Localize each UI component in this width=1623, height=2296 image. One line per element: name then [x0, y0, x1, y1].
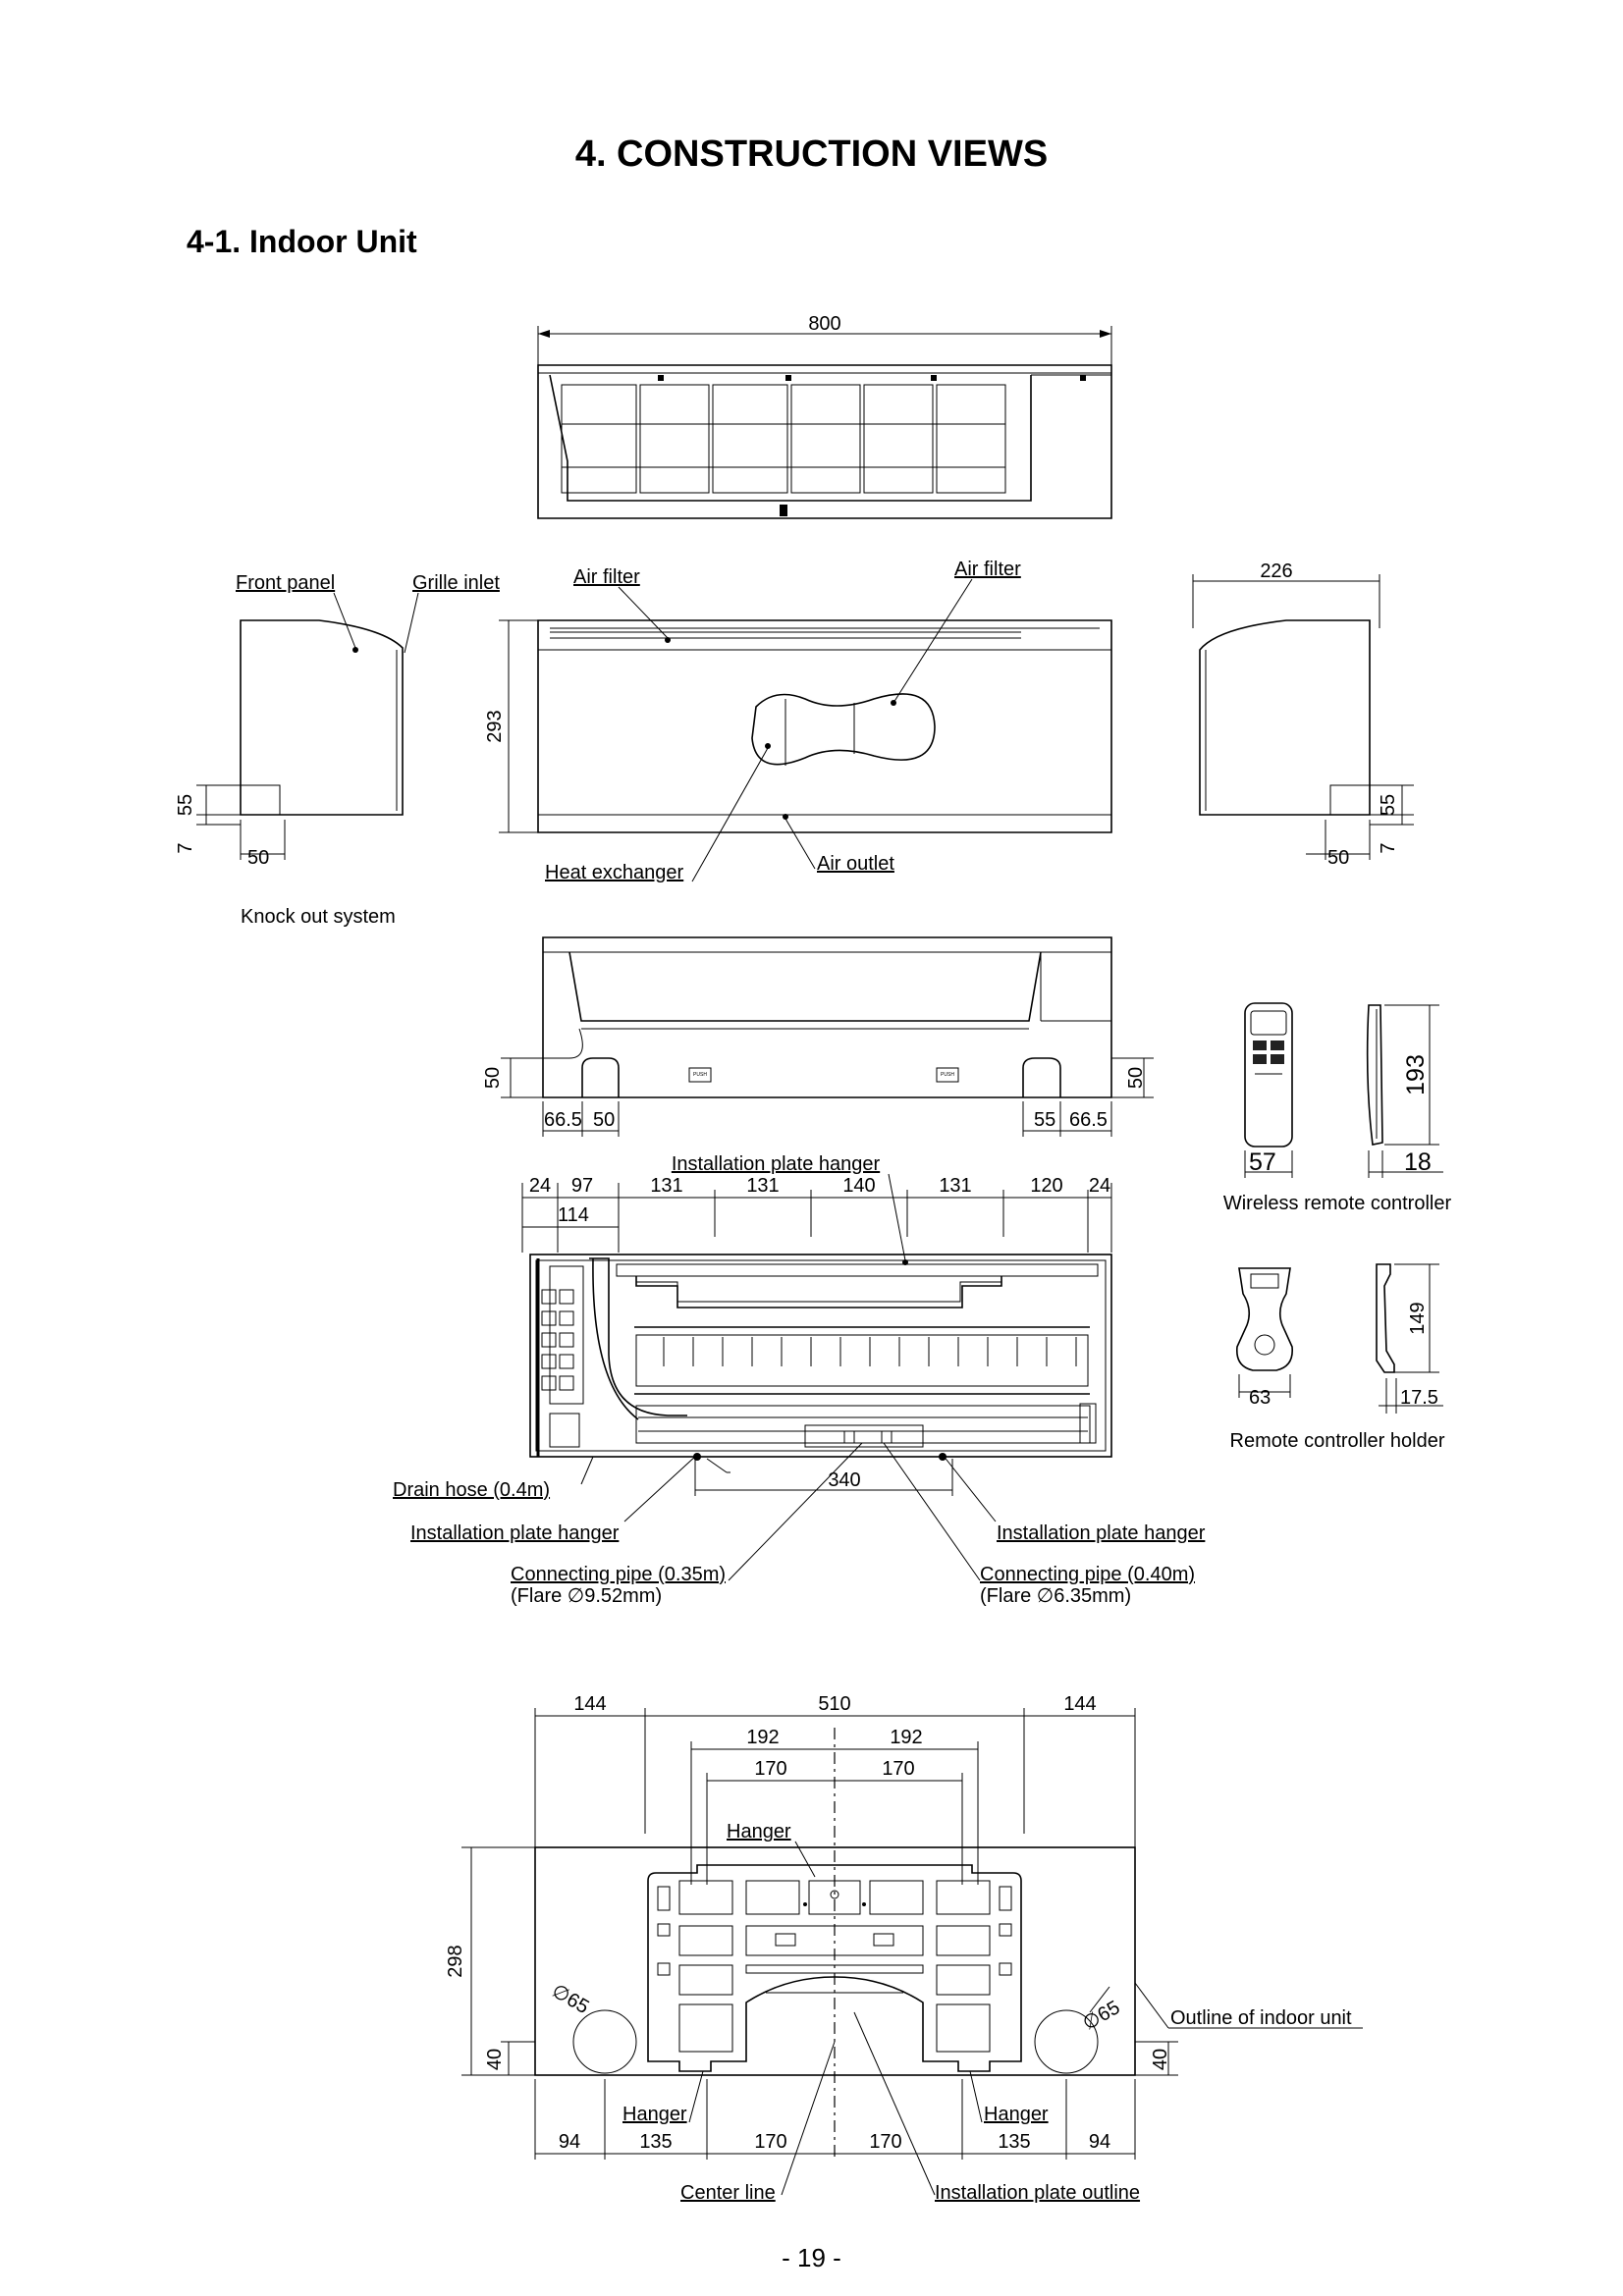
bottom-dim-55: 55	[1034, 1109, 1056, 1131]
back-dim-0: 24	[528, 1175, 552, 1197]
pipe-right-flare: (Flare ∅6.35mm)	[980, 1585, 1132, 1607]
remote-controller	[1223, 1003, 1452, 1214]
back-dim-1: 97	[570, 1175, 594, 1197]
front-height-dim: 293	[484, 710, 506, 743]
back-dim-4: 140	[842, 1175, 876, 1197]
bottom-dim-66-5-left: 66.5	[544, 1109, 582, 1131]
bottom-dim-66-5-right: 66.5	[1069, 1109, 1108, 1131]
push-label-right: PUSH	[941, 1072, 954, 1078]
holder-dim-17-5: 17.5	[1400, 1387, 1438, 1409]
remote-controller-label: Wireless remote controller	[1222, 1193, 1452, 1214]
remote-holder	[1230, 1264, 1445, 1452]
grille-inlet-label: Grille inlet	[412, 572, 500, 594]
bottom-dim-50-right: 50	[1125, 1066, 1147, 1090]
section-title: 4-1. Indoor Unit	[187, 224, 417, 259]
plate-bottom-dim-5: 94	[1088, 2131, 1111, 2153]
remote-dim-18: 18	[1404, 1148, 1432, 1176]
bottom-dim-50-inner: 50	[593, 1109, 616, 1131]
hanger-bl-label: Hanger	[622, 2104, 687, 2125]
plate-dim-298: 298	[445, 1945, 466, 1978]
hanger-top-label: Hanger	[727, 1821, 791, 1842]
plate-dim-144-right: 144	[1063, 1693, 1097, 1715]
right-dim-7: 7	[1378, 842, 1399, 854]
plate-dim-170-c: 170	[754, 1758, 787, 1780]
page-title: 4. CONSTRUCTION VIEWS	[574, 133, 1049, 175]
push-label-left: PUSH	[693, 1072, 707, 1078]
plate-bottom-dim-3: 170	[869, 2131, 902, 2153]
left-dim-7: 7	[175, 842, 196, 854]
page-number: - 19 -	[782, 2243, 841, 2272]
pipe-left-label: Connecting pipe (0.35m)	[511, 1564, 727, 1585]
right-dim-50: 50	[1327, 847, 1350, 869]
plate-dim-192-a: 192	[746, 1727, 780, 1748]
plate-bottom-dim-1: 135	[639, 2131, 673, 2153]
back-dim-6: 120	[1030, 1175, 1063, 1197]
plate-bottom-dim-0: 94	[558, 2131, 581, 2153]
top-view	[538, 313, 1111, 518]
heat-exchanger-label: Heat exchanger	[545, 862, 684, 883]
pipe-left-flare: (Flare ∅9.52mm)	[511, 1585, 663, 1607]
plate-dim-144-left: 144	[573, 1693, 607, 1715]
drain-hose-label: Drain hose (0.4m)	[393, 1479, 551, 1501]
hanger-br-label: Hanger	[984, 2104, 1049, 2125]
front-view	[484, 559, 1111, 883]
air-outlet-label: Air outlet	[817, 853, 894, 875]
remote-dim-193: 193	[1402, 1054, 1430, 1095]
left-dim-50: 50	[247, 847, 270, 869]
plate-dim-40-left: 40	[484, 2048, 506, 2071]
back-view	[393, 1153, 1206, 1607]
bottom-dim-50-left: 50	[482, 1066, 504, 1090]
plate-outline-label: Installation plate outline	[935, 2182, 1141, 2204]
holder-dim-149: 149	[1407, 1302, 1429, 1335]
right-dim-226: 226	[1260, 561, 1293, 582]
plate-dim-192-b: 192	[890, 1727, 923, 1748]
center-line-label: Center line	[680, 2182, 776, 2204]
plate-hanger-left-label: Installation plate hanger	[410, 1522, 620, 1544]
plate-bottom-dim-4: 135	[998, 2131, 1031, 2153]
right-side-view	[1193, 561, 1414, 869]
back-dim-340: 340	[828, 1469, 861, 1491]
holder-dim-63: 63	[1249, 1387, 1271, 1409]
plate-dim-40-right: 40	[1150, 2048, 1171, 2071]
plate-bottom-dim-2: 170	[754, 2131, 787, 2153]
back-dim-5: 131	[939, 1175, 972, 1197]
back-dim-114: 114	[558, 1204, 589, 1226]
back-dim-2: 131	[650, 1175, 683, 1197]
plate-dia-left: ∅65	[548, 1980, 593, 2019]
top-width-dim: 800	[808, 313, 841, 335]
back-dim-7: 24	[1088, 1175, 1111, 1197]
right-dim-55: 55	[1378, 793, 1399, 817]
pipe-right-label: Connecting pipe (0.40m)	[980, 1564, 1196, 1585]
air-filter-right-label: Air filter	[954, 559, 1021, 580]
remote-dim-57: 57	[1249, 1148, 1276, 1176]
plate-dia-right: ∅65	[1079, 1997, 1124, 2035]
installation-plate-view	[445, 1693, 1363, 2204]
plate-hanger-label: Installation plate hanger	[671, 1153, 881, 1175]
left-side-view	[175, 572, 500, 928]
remote-holder-label: Remote controller holder	[1229, 1430, 1445, 1452]
outline-indoor-label: Outline of indoor unit	[1170, 2007, 1352, 2029]
plate-dim-170-d: 170	[882, 1758, 915, 1780]
plate-hanger-right-label: Installation plate hanger	[997, 1522, 1206, 1544]
left-dim-55: 55	[175, 793, 196, 817]
plate-dim-510: 510	[818, 1693, 851, 1715]
knock-out-label: Knock out system	[241, 906, 396, 928]
bottom-view	[482, 937, 1154, 1137]
front-panel-label: Front panel	[236, 572, 336, 594]
back-dim-3: 131	[746, 1175, 780, 1197]
air-filter-left-label: Air filter	[573, 566, 640, 588]
